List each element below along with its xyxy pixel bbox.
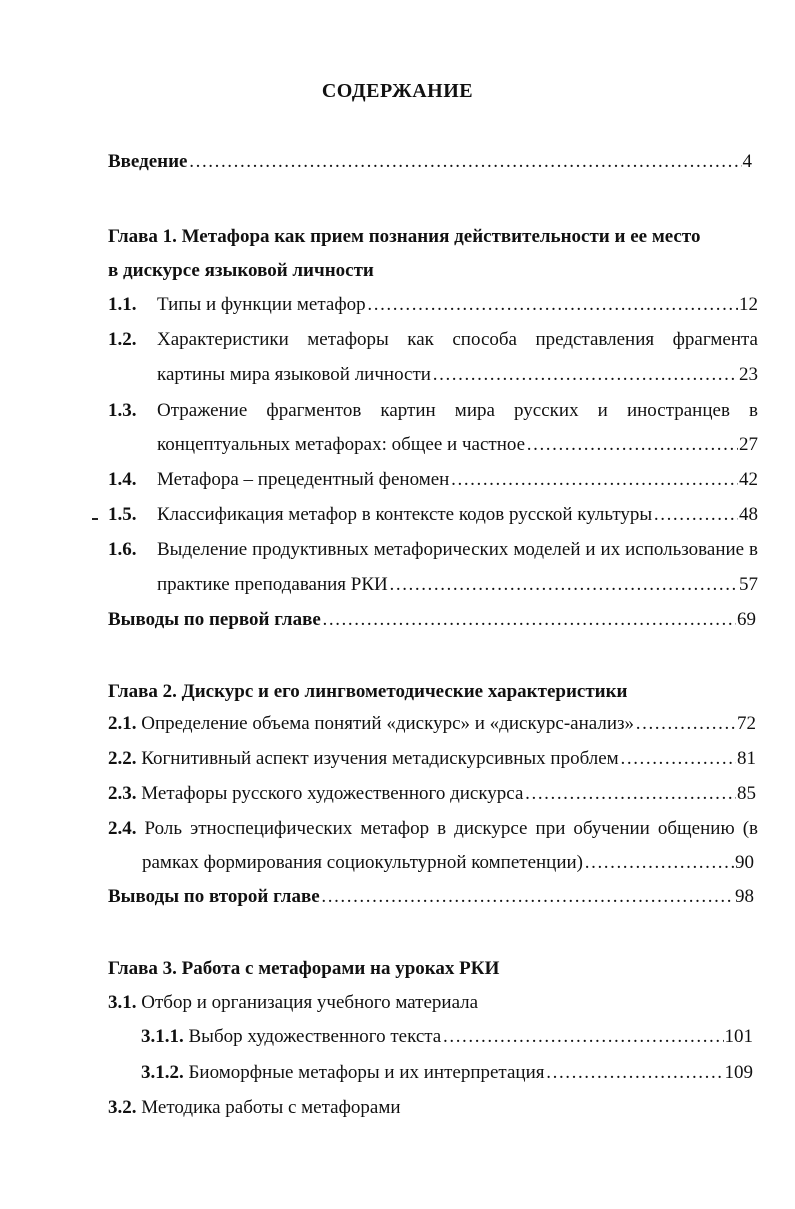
page-number: 90	[735, 852, 754, 873]
page-number: 48	[739, 504, 758, 525]
leader-dots	[322, 608, 736, 632]
toc-entry-1-1[interactable]	[157, 293, 758, 317]
leader-dots	[189, 150, 742, 174]
leader-dots	[321, 885, 734, 909]
toc-entry-1-2[interactable]	[157, 363, 758, 387]
chapter2-heading: Глава 2. Дискурс и его лингвометодические характеристики	[108, 681, 628, 702]
entry-label	[141, 1061, 544, 1085]
leader-dots	[524, 782, 736, 806]
entry-label: Метафора – прецедентный феномен	[157, 469, 450, 490]
entry-label-line1[interactable]: Характеристики метафоры как способа представления фрагмента	[157, 329, 758, 350]
entry-label: Введение	[108, 151, 188, 172]
chapter3-heading: Глава 3. Работа с метафорами на уроках РКИ	[108, 958, 500, 979]
toc-entry-2-4[interactable]	[142, 851, 754, 875]
entry-label: Выводы по второй главе	[108, 886, 320, 907]
entry-text: Отбор и организация учебного материала	[141, 992, 479, 1013]
toc-entry-1-5[interactable]	[157, 503, 758, 527]
entry-label: Выводы по первой главе	[108, 609, 321, 630]
leader-dots	[442, 1025, 723, 1049]
entry-number: 2.2.	[108, 748, 137, 769]
entry-label-line1[interactable]: Отражение фрагментов картин мира русских и иностранцев в	[157, 400, 758, 421]
page-number: 4	[742, 151, 752, 172]
toc-entry-intro[interactable]	[108, 150, 752, 174]
leader-dots	[450, 468, 738, 492]
leader-dots	[526, 433, 738, 457]
page-number: 42	[739, 469, 758, 490]
margin-mark	[92, 518, 98, 520]
entry-text: Определение объема понятий «дискурс» и «дискурс-анализ»	[141, 713, 635, 734]
page-number: 72	[737, 713, 756, 734]
entry-label	[108, 747, 619, 771]
page-number: 98	[735, 886, 754, 907]
toc-entry-2-2[interactable]	[108, 747, 756, 771]
page-number: 27	[739, 434, 758, 455]
entry-label-line2: практике преподавания РКИ	[157, 574, 388, 595]
toc-entry-3-1-1[interactable]	[141, 1025, 753, 1049]
leader-dots	[367, 293, 738, 317]
toc-entry-1-3[interactable]	[157, 433, 758, 457]
leader-dots	[432, 363, 738, 387]
toc-entry-3-1-2[interactable]	[141, 1061, 753, 1085]
entry-number: 2.1.	[108, 713, 137, 734]
toc-entry-conclusion-2[interactable]	[108, 885, 754, 909]
entry-label-line2: рамках формирования социокультурной компетенции)	[142, 852, 583, 873]
page-number: 57	[739, 574, 758, 595]
entry-number: 1.1.	[108, 294, 137, 315]
page-number: 81	[737, 748, 756, 769]
entry-text: Биоморфные метафоры и их интерпретация	[188, 1062, 545, 1083]
leader-dots	[653, 503, 738, 527]
entry-label	[141, 1025, 441, 1049]
leader-dots	[620, 747, 736, 771]
page-title: СОДЕРЖАНИЕ	[321, 80, 474, 102]
entry-number: 1.6.	[108, 539, 137, 560]
entry-number: 1.2.	[108, 329, 137, 350]
entry-number: 2.3.	[108, 783, 137, 804]
entry-number: 3.2.	[108, 1097, 137, 1118]
toc-entry-3-1[interactable]	[108, 991, 478, 1015]
entry-number: 1.3.	[108, 400, 137, 421]
page-number: 101	[724, 1026, 753, 1047]
entry-label	[108, 712, 634, 736]
entry-text: Когнитивный аспект изучения метадискурсивных проблем	[141, 748, 619, 769]
entry-number: 3.1.1.	[141, 1026, 184, 1047]
entry-label-line2: концептуальных метафорах: общее и частное	[157, 434, 526, 455]
leader-dots	[545, 1061, 723, 1085]
entry-label-line2: картины мира языковой личности	[157, 364, 431, 385]
chapter1-heading-line2: в дискурсе языковой личности	[108, 260, 374, 281]
entry-label	[108, 782, 523, 806]
leader-dots	[584, 851, 734, 875]
page-number: 109	[724, 1062, 753, 1083]
entry-number: 1.5.	[108, 504, 137, 525]
toc-entry-1-4[interactable]	[157, 468, 758, 492]
entry-number: 3.1.	[108, 992, 137, 1013]
chapter1-heading-line1: Глава 1. Метафора как прием познания действительности и ее место	[108, 226, 701, 247]
entry-text: Роль этноспецифических метафор в дискурсе при обучении общению (в	[144, 818, 758, 839]
leader-dots	[389, 573, 738, 597]
entry-number: 2.4.	[108, 818, 137, 839]
toc-entry-2-3[interactable]	[108, 782, 756, 806]
entry-text: Метафоры русского художественного дискурса	[141, 783, 524, 804]
toc-entry-2-1[interactable]	[108, 712, 756, 736]
page-number: 85	[737, 783, 756, 804]
entry-label: Типы и функции метафор	[157, 294, 366, 315]
page-number: 69	[737, 609, 756, 630]
page-number: 23	[739, 364, 758, 385]
entry-number: 3.1.2.	[141, 1062, 184, 1083]
toc-entry-1-6[interactable]	[157, 573, 758, 597]
toc-entry-2-4-line1[interactable]	[108, 817, 758, 841]
entry-number: 1.4.	[108, 469, 137, 490]
entry-label: Классификация метафор в контексте кодов русской культуры	[157, 504, 653, 525]
entry-label-line1[interactable]: Выделение продуктивных метафорических моделей и их использование в	[157, 539, 758, 560]
entry-text: Выбор художественного текста	[188, 1026, 442, 1047]
leader-dots	[635, 712, 736, 736]
entry-text: Методика работы с метафорами	[141, 1097, 401, 1118]
toc-entry-conclusion-1[interactable]	[108, 608, 756, 632]
toc-entry-3-2[interactable]	[108, 1096, 401, 1120]
page-number: 12	[739, 294, 758, 315]
